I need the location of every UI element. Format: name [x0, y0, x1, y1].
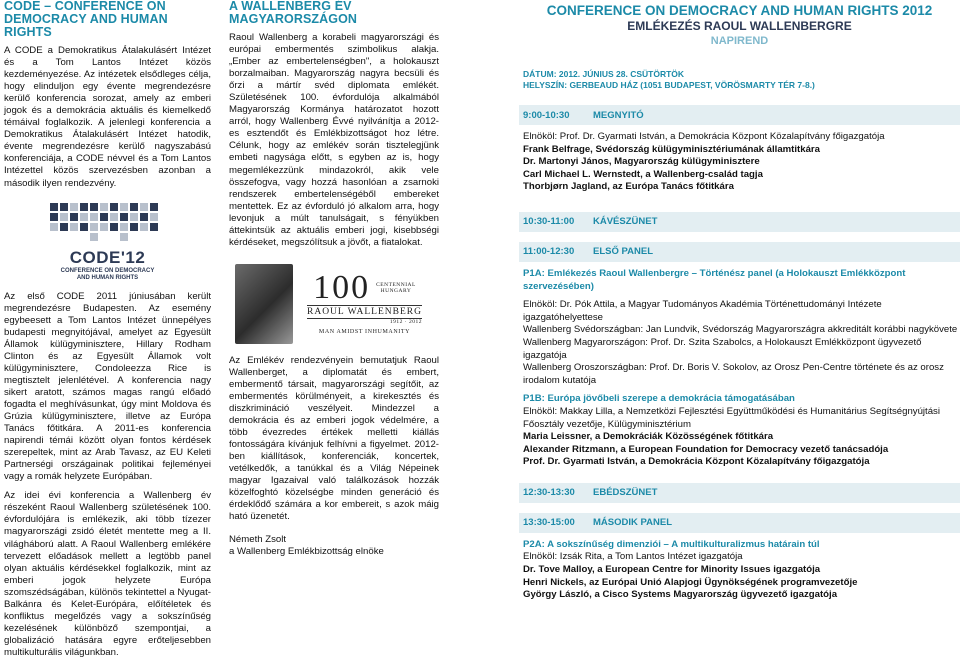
slot-label: MÁSODIK PANEL [593, 517, 672, 529]
panel-2a-speaker: Dr. Tove Malloy, a European Centre for Minority Issues igazgatója [523, 564, 821, 576]
signature-title: a Wallenberg Emlékbizottság elnöke [229, 545, 384, 557]
panel-1a-chair: Elnököl: Dr. Pók Attila, a Magyar Tudományos Akadémia Történettudományi Intézete igazgatóhelyettese [523, 299, 882, 323]
slot-label: ELSŐ PANEL [593, 246, 653, 258]
wallenberg-year-column [229, 0, 439, 558]
panel-1b-speaker: Maria Leissner, a Demokráciák Közösségének főtitkára [523, 431, 774, 443]
agenda-conference-title: CONFERENCE ON DEMOCRACY AND HUMAN RIGHTS 2012 [546, 3, 933, 18]
first-code-paragraph: Az első CODE 2011 júniusában került megrendezésre Budapesten. Az esemény egybeesett a Tom Lantos Intézet ünnepélyes budapesti megnyitójával, amelyet az Egyesült Államok külügyminisztere, Hillary Rodham Clinton és az Egyesült Államok volt külügyminisztere, Condoleezza Rice is megtisztelt jelenlétével. A konferencia nagy sikert aratott, számos magas rangú előadó fogadta el meghívásunkat, úgy mint Moldova és Grúzia külügyminisztere, illetve az Európa Tanács főtitkára. A 2011-es konferencia napirendi témái között olyan fontos kérdések szerepeltek, mint az Arab Tavasz, az EU Keleti Partnerségi országainak politikai fejleményei vagy a romák helyzete Európában. [4, 290, 211, 483]
memorial-year-paragraph: Az Emlékév rendezvényein bemutatjuk Raoul Wallenberget, a diplomatát és embert, embermentő társait, magyarországi segítőit, az embermentés körülményeit, a kirekesztés és diszkrimináció veszélyeit. Mindezzel a demokrácia és az emberi jogok védelmére, a több évezredes értékek melletti kiállás fontosságára kívánjuk felhívni a figyelmet. 2012-ben kiállítások, konferenciák, koncertek, vetélkedők, a tanúkkal és a Világ Népeinek magyar Igazaival való találkozások hozzák közelfoghtó közelségbe minden generáció és érdeklődő számára a kor embereit, s azok máig ható üzenetét. [229, 354, 439, 523]
centennial-number: 100 [313, 268, 371, 306]
panel-1a-speaker: Wallenberg Svédországban: Jan Lundvik, Svédország Magyarországra akkreditált korábbi nagykövete [523, 324, 958, 336]
opening-chair: Elnököl: Prof. Dr. Gyarmati István, a Demokrácia Központ Közalapítvány főigazgatója [523, 131, 885, 142]
centennial-label: CENTENNIAL [376, 281, 416, 288]
panel-1b-chair: Elnököl: Makkay Lilla, a Nemzetközi Fejlesztési Együttműködési és Humanitárius Segítségnyújtási Főosztály vezetője, Külügyminisztérium [523, 405, 940, 430]
code-heading-line2: DEMOCRACY AND HUMAN RIGHTS [4, 12, 168, 39]
wallenberg-heading-line2: MAGYARORSZÁGON [229, 12, 358, 26]
signature-name: Németh Zsolt [229, 533, 287, 545]
opening-speaker: Carl Michael L. Wernstedt, a Wallenberg-család tagja [523, 168, 763, 180]
code12-logo [48, 201, 168, 282]
slot-label: KÁVÉSZÜNET [593, 216, 658, 228]
panel-1a-speaker: Wallenberg Oroszországban: Prof. Dr. Boris V. Sokolov, az Orosz Pen-Centre története és az orosz irodalom kutatója [523, 362, 944, 386]
panel-1a-speaker: Wallenberg Magyarországon: Prof. Dr. Szita Szabolcs, a Holokauszt Emlékközpont ügyvezető igazgatója [523, 336, 922, 361]
code12-logo-text: CODE'12 [69, 247, 146, 267]
code-heading-line1: CODE – CONFERENCE ON [4, 0, 166, 13]
slot-first-panel [519, 242, 960, 262]
agenda-column [519, 0, 960, 602]
slot-time: 10:30-11:00 [523, 216, 575, 228]
slot-coffee-break [519, 212, 960, 232]
slot-time: 11:00-12:30 [523, 246, 575, 258]
code-intro-paragraph: A CODE a Demokratikus Átalakulásért Intézet és a Tom Lantos Intézet közös kezdeményezése. Az intézetek elsődleges célja, hogy elinduljon egy évente megrendezésre kerülő konferencia sorozat, amely az emberi jogok és a demokrácia aktuális és kiemelkedő témáival foglalkozik. A jelenlegi konferencia a Demokratikus Átalakulásért Intézet hatodik, évente megrendezésre kerülő nagyszabású konferenciája, a CODE névvel és a Tom Lantos Intézettel közös szervezésben azonban a második ilyen rendezvény. [4, 45, 211, 189]
this-year-paragraph: Az idei évi konferencia a Wallenberg év részeként Raoul Wallenberg születésének 100. évfordulójára is emlékezik, aki több tízezer magyarországi zsidó életét mentette meg a II. világháború alatt. A Raoul Wallenberg emlékére tervezett előadások mellett a legtöbb panel olyan aktuális kérdésekkel foglalkozik, mint az emberi jogok helyzete Európa szomszédságában, különös tekintettel a Nyugat-Balkánra és Kelet-Európára, előítéletek és konfliktus megelőzés vagy a sokszínűség kezelésének különböző szempontjai, a globalizáció hatására egyre erőteljesebben multikulturális világunkban. [4, 490, 211, 658]
slot-opening [519, 105, 960, 125]
centennial-emblem [235, 263, 435, 345]
panel-2a-speaker: György László, a Cisco Systems Magyarország ügyvezető igazgatója [523, 589, 838, 601]
panel-1a-title: P1A: Emlékezés Raoul Wallenbergre – Történész panel (a Holokauszt Emlékközpont szervezésében) [523, 267, 906, 292]
slot-label: EBÉDSZÜNET [593, 487, 658, 499]
centennial-country: HUNGARY [380, 287, 412, 294]
wallenberg-year-paragraph: Raoul Wallenberg a korabeli magyarországi és európai embermentés szimbolikus alakja. „Ember az embertelenségben", a holokauszt borzalmaiban. Magyarország nagyra becsüli és őrzi a mártír svéd diplomata emlékét. Születésének 100. évfordulója alkalmából Magyarország Kormánya határozatot hozott arról, hogy Wallenberg Évvé nyilvánítja a 2012-es esztendőt és Emlékbizottságot hoz létre. Célunk, hogy az emlékév során tisztelegjünk embeti nagysága előtt, s egyben az is, hogy megemlékezzünk mindazokról, akik vele összefogva, vagy hozzá hasonlóan a zsarnoki rendszerek embertelenségéből embereket mentettek. Ez az évforduló jó alkalom arra, hogy levonjuk a múlt tanulságait, s fényükben áttekintsük az aktuális emberi jogi, kisebbségi kérdéseket, megszólítsuk a jövőt, a fiatalokat. [229, 32, 439, 248]
wallenberg-portrait-photo [235, 264, 293, 344]
slot-label: MEGNYITÓ [593, 109, 644, 121]
panel-2a-speaker: Henri Nickels, az Európai Unió Alapjogi Ügynökségének programvezetője [523, 576, 858, 588]
code12-logo-sub2: AND HUMAN RIGHTS [76, 274, 139, 281]
slot-time: 13:30-15:00 [523, 517, 575, 529]
opening-speaker: Frank Belfrage, Svédország külügyminisztériumának államtitkára [523, 143, 820, 155]
opening-speaker: Dr. Martonyi János, Magyarország külügyminisztere [523, 156, 760, 168]
centennial-years: 1912 · 2012 [389, 318, 422, 325]
agenda-heading: NAPIREND [710, 35, 769, 47]
opening-speaker: Thorbjørn Jagland, az Európa Tanács főtitkára [523, 181, 734, 193]
wallenberg-heading-line1: A WALLENBERG ÉV [229, 0, 352, 13]
panel-1b-speaker: Alexander Ritzmann, a European Foundation for Democracy vezető tanácsadója [523, 443, 889, 455]
panel-2a-title: P2A: A sokszínűség dimenziói – A multikulturalizmus határain túl [523, 538, 820, 550]
slot-time: 12:30-13:30 [523, 487, 575, 499]
intro-column [4, 0, 211, 659]
event-venue: HELYSZÍN: GERBEAUD HÁZ (1051 BUDAPEST, VÖRÖSMARTY TÉR 7-8.) [523, 80, 815, 90]
agenda-subtitle: EMLÉKEZÉS RAOUL WALLENBERGRE [627, 19, 852, 33]
event-date: DÁTUM: 2012. JÚNIUS 28. CSÜTÖRTÖK [523, 69, 685, 79]
slot-lunch-break [519, 483, 960, 503]
centennial-name: RAOUL WALLENBERG [307, 306, 422, 317]
code12-pixel-graphic [48, 201, 168, 241]
panel-1b-title: P1B: Európa jövőbeli szerepe a demokrácia támogatásában [523, 393, 795, 405]
slot-time: 9:00-10:30 [523, 109, 570, 121]
panel-1b-speaker: Prof. Dr. Gyarmati István, a Demokrácia Központ Közalapítvány főigazgatója [523, 456, 870, 468]
slot-second-panel [519, 513, 960, 533]
panel-2a-chair: Elnököl: Izsák Rita, a Tom Lantos Intézet igazgatója [523, 551, 743, 563]
centennial-motto: MAN AMIDST INHUMANITY [318, 328, 411, 335]
code12-logo-sub1: CONFERENCE ON DEMOCRACY [60, 267, 155, 274]
